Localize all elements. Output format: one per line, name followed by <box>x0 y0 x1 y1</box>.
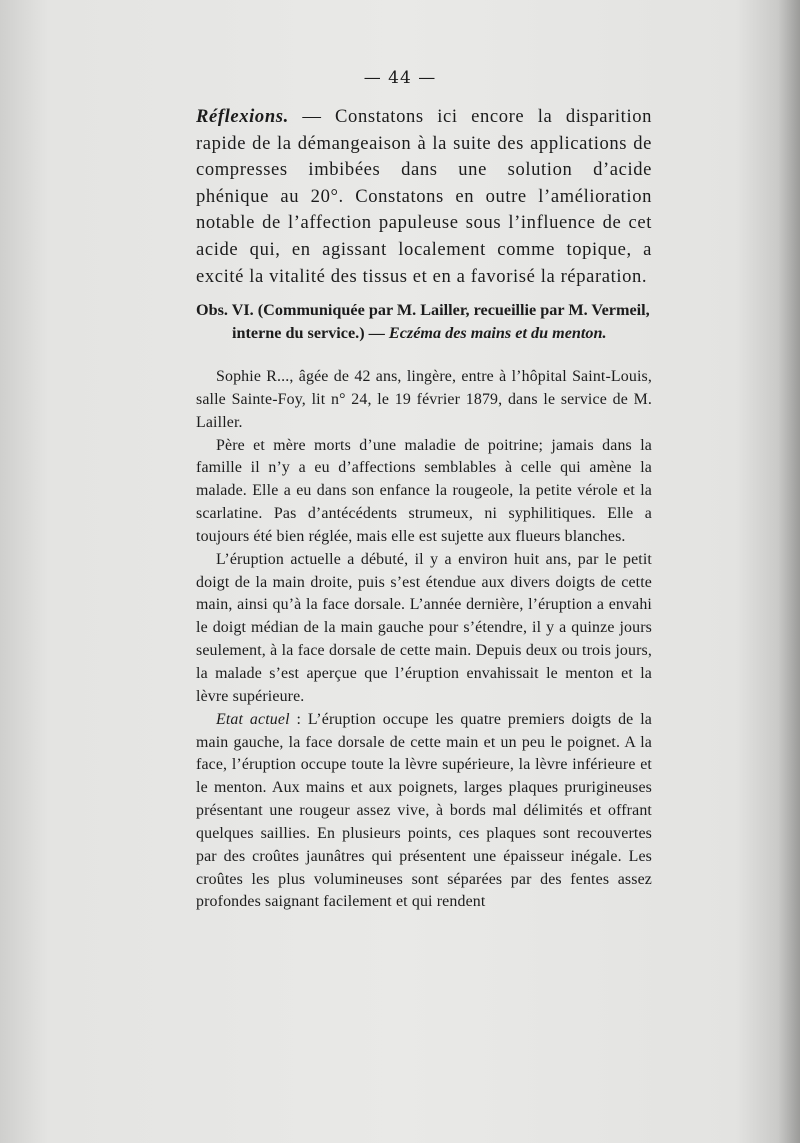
family-history-paragraph: Père et mère morts d’une maladie de poitrine; jamais dans la famille il n’y a eu d’affections semblables à celle qui amène la malade. Elle a eu dans son enfance la rougeole, la petite vérole et la scarlatine. Pas d’antécédents strumeux, ni syphilitiques. Elle a toujours été bien réglée, mais elle est sujette aux flueurs blanches. <box>196 436 652 545</box>
reflexions-lead: Réflexions. <box>196 106 289 127</box>
etat-actuel-lead: Etat actuel <box>216 710 290 728</box>
etat-actuel-paragraph <box>196 709 652 915</box>
reflexions-text: — Constatons ici encore la disparition rapide de la démangeaison à la suite des applications de compresses imbibées dans une solution d’acide phénique au 20°. Constatons en outre l’amélioration notable de l’affection papuleuse sous l’influence de cet acide qui, en agissant localement comme topique, a excité la vitalité des tissus et en a favorisé la réparation. <box>196 106 652 287</box>
etat-actuel-text: : L’éruption occupe les quatre premiers doigts de la main gauche, la face dorsale de cette main et un peu le poignet. A la face, l’éruption occupe toute la lèvre supérieure, la lèvre inférieure et le menton. Aux mains et aux poignets, larges plaques prurigineuses présentant une rougeur assez vive, à bords mal délimités et offrant quelques saillies. En plusieurs points, ces plaques sont recouvertes par des croûtes jaunâtres qui présentent une épaisseur inégale. Les croûtes les plus volumineuses sont séparées par des fentes assez profondes saignant facilement et qui rendent <box>196 710 652 911</box>
eruption-history-paragraph: L’éruption actuelle a débuté, il y a environ huit ans, par le petit doigt de la main droite, puis s’est étendue aux divers doigts de cette main, ainsi qu’à la face dorsale. L’année dernière, l’éruption a envahi le doigt médian de la main gauche pour s’étendre, il y a quinze jours seulement, à la face dorsale de cette main. Depuis deux ou trois jours, la malade s’est aperçue que l’éruption envahissait le menton et la lèvre supérieure. <box>196 550 652 705</box>
observation-label: Obs. VI. <box>196 301 254 319</box>
observation-source-line1: (Communiquée par M. Lailler, recueillie par M. Vermeil, <box>253 301 650 319</box>
observation-body <box>196 366 652 914</box>
observation-source-line2-wrap <box>196 322 652 345</box>
observation-source-line2: interne du service.) — <box>232 323 389 342</box>
reflexions-paragraph <box>196 104 652 290</box>
patient-intro-paragraph: Sophie R..., âgée de 42 ans, lingère, entre à l’hôpital Saint-Louis, salle Sainte-Foy, lit n° 24, le 19 février 1879, dans le service de M. Lailler. <box>196 368 652 431</box>
observation-title: Eczéma des mains et du menton. <box>388 323 607 342</box>
observation-heading <box>196 299 652 344</box>
page-number: — 44 — <box>363 68 437 88</box>
